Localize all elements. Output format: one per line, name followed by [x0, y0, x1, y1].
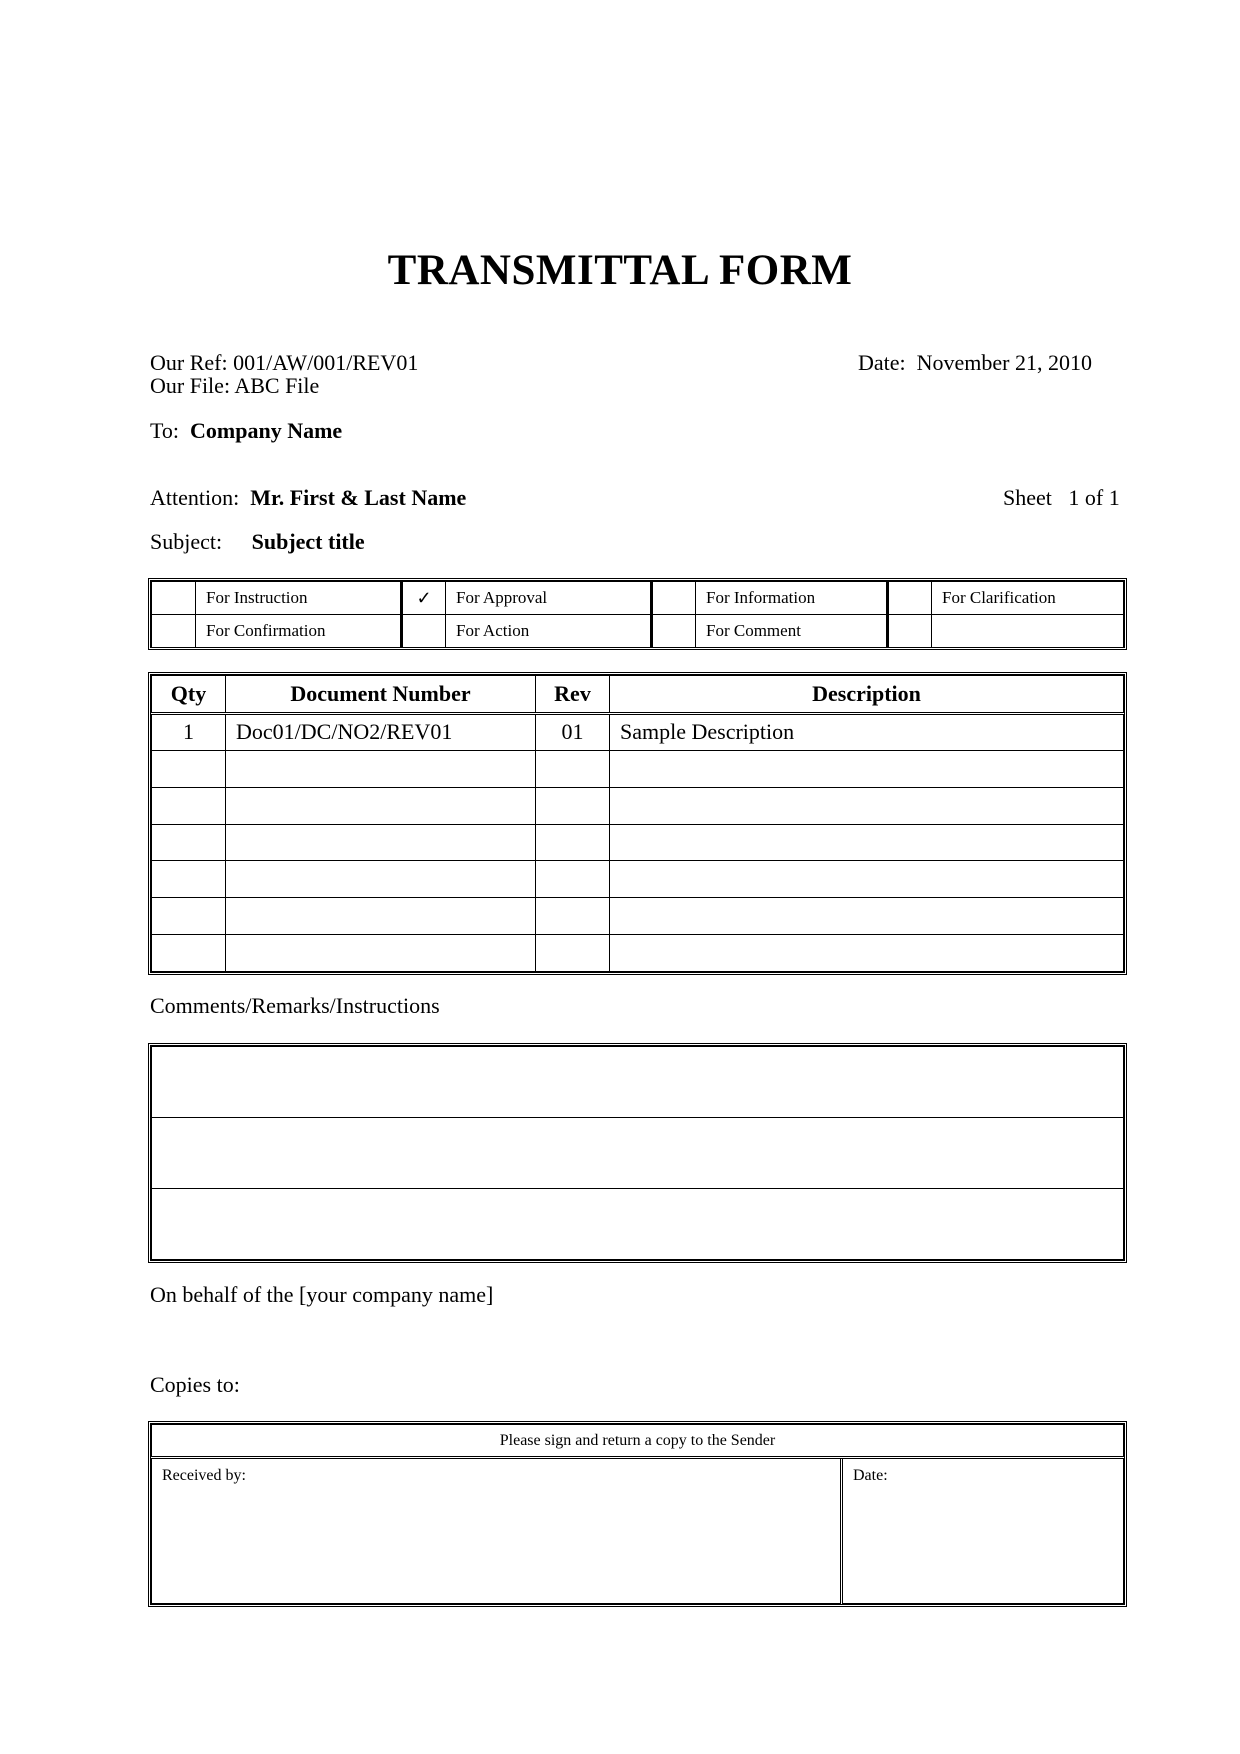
comments-label: Comments/Remarks/Instructions: [150, 993, 440, 1018]
cell-description[interactable]: [610, 787, 1124, 824]
received-by-field[interactable]: [152, 1458, 842, 1604]
header-qty: Qty: [152, 676, 226, 714]
purpose-label: For Confirmation: [196, 615, 402, 648]
header-document-number: Document Number: [226, 676, 536, 714]
table-row: [152, 824, 1124, 861]
cell-document-number[interactable]: [226, 861, 536, 898]
cell-qty[interactable]: [152, 750, 226, 787]
subject-field: [150, 529, 365, 555]
received-by-label: Received by:: [162, 1467, 246, 1484]
to-field: [150, 418, 342, 444]
checkbox-for-confirmation[interactable]: [152, 615, 196, 648]
our-file: Our File: ABC File: [150, 373, 320, 398]
cell-rev[interactable]: [536, 935, 610, 972]
cell-qty[interactable]: 1: [152, 714, 226, 751]
cell-rev[interactable]: [536, 898, 610, 935]
purpose-table: [148, 578, 1127, 650]
cell-qty[interactable]: [152, 861, 226, 898]
date-field: [858, 350, 1092, 376]
sheet-number: Sheet 1 of 1: [1003, 485, 1120, 510]
purpose-label: For Action: [446, 615, 652, 648]
cell-document-number[interactable]: [226, 824, 536, 861]
cell-rev[interactable]: [536, 824, 610, 861]
cell-qty[interactable]: [152, 898, 226, 935]
header-description: Description: [610, 676, 1124, 714]
cell-description[interactable]: [610, 935, 1124, 972]
table-row: [152, 750, 1124, 787]
comments-line-3[interactable]: [152, 1189, 1124, 1260]
table-row: [152, 714, 1124, 751]
purpose-label: For Information: [696, 582, 888, 615]
to-value: Company Name: [190, 418, 343, 443]
comments-line-1[interactable]: [152, 1047, 1124, 1118]
checkbox-for-action[interactable]: [402, 615, 446, 648]
purpose-label: For Comment: [696, 615, 888, 648]
page-title: TRANSMITTAL FORM: [387, 247, 853, 294]
cell-document-number[interactable]: [226, 750, 536, 787]
table-row: [152, 935, 1124, 972]
comments-box: [148, 1043, 1127, 1263]
cell-rev[interactable]: [536, 861, 610, 898]
cell-description[interactable]: Sample Description: [610, 714, 1124, 751]
checkbox-for-comment[interactable]: [652, 615, 696, 648]
checkbox-for-approval[interactable]: ✓: [402, 582, 446, 615]
copies-to-label: Copies to:: [150, 1372, 240, 1397]
comments-line-2[interactable]: [152, 1118, 1124, 1189]
cell-description[interactable]: [610, 898, 1124, 935]
checkbox-for-instruction[interactable]: [152, 582, 196, 615]
to-label: To:: [150, 418, 180, 443]
cell-qty[interactable]: [152, 787, 226, 824]
header-rev: Rev: [536, 676, 610, 714]
subject-value: Subject title: [251, 529, 365, 554]
purpose-label: For Approval: [446, 582, 652, 615]
cell-document-number[interactable]: [226, 898, 536, 935]
checkbox-empty[interactable]: [888, 615, 932, 648]
cell-rev[interactable]: [536, 787, 610, 824]
table-row: [152, 861, 1124, 898]
date-label: Date:: [858, 350, 906, 375]
cell-document-number[interactable]: [226, 935, 536, 972]
cell-qty[interactable]: [152, 824, 226, 861]
cell-description[interactable]: [610, 750, 1124, 787]
purpose-label: For Instruction: [196, 582, 402, 615]
on-behalf-text: On behalf of the [your company name]: [150, 1282, 494, 1307]
purpose-label: [932, 615, 1124, 648]
cell-description[interactable]: [610, 861, 1124, 898]
signature-box: [148, 1421, 1127, 1607]
purpose-label: For Clarification: [932, 582, 1124, 615]
cell-rev[interactable]: [536, 750, 610, 787]
attention-value: Mr. First & Last Name: [250, 485, 467, 510]
cell-document-number[interactable]: [226, 787, 536, 824]
attention-label: Attention:: [150, 485, 240, 510]
sign-date-label: Date:: [853, 1467, 888, 1484]
table-row: [152, 898, 1124, 935]
checkbox-for-information[interactable]: [652, 582, 696, 615]
table-row: [152, 787, 1124, 824]
our-ref: Our Ref: 001/AW/001/REV01: [150, 350, 419, 375]
cell-rev[interactable]: 01: [536, 714, 610, 751]
checkbox-for-clarification[interactable]: [888, 582, 932, 615]
cell-document-number[interactable]: Doc01/DC/NO2/REV01: [226, 714, 536, 751]
date-value: November 21, 2010: [916, 350, 1093, 375]
cell-description[interactable]: [610, 824, 1124, 861]
cell-qty[interactable]: [152, 935, 226, 972]
subject-label: Subject:: [150, 529, 223, 554]
attention-field: [150, 485, 466, 511]
sign-date-field[interactable]: [842, 1458, 1124, 1604]
sign-header: Please sign and return a copy to the Sender: [152, 1425, 1124, 1458]
documents-table: [148, 672, 1127, 975]
